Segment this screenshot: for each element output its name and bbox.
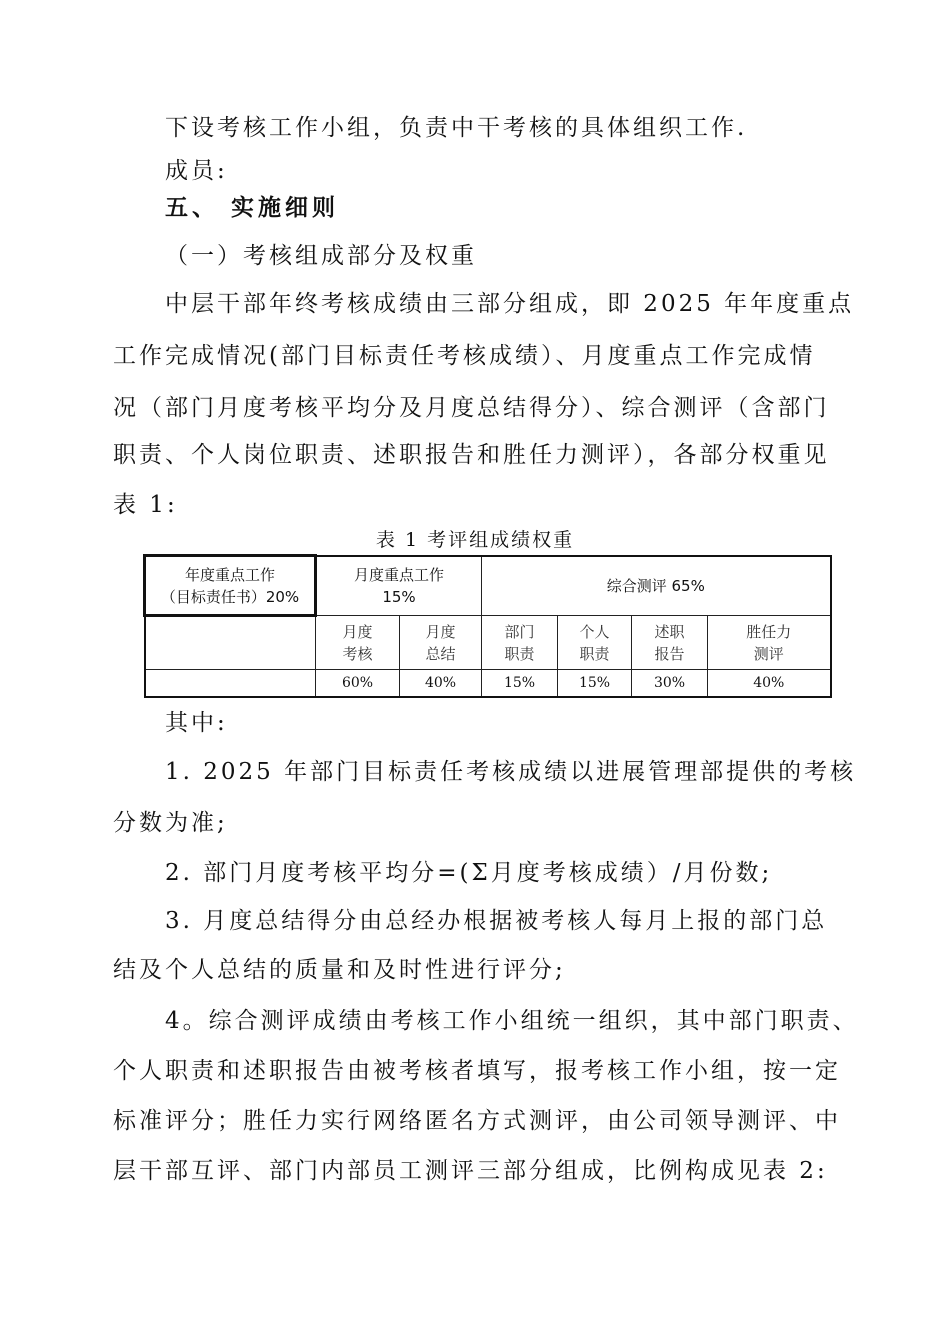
list-item-line: 个人职责和述职报告由被考核者填写，报考核工作小组，按一定 [113, 1058, 841, 1084]
header-monthly [316, 556, 482, 616]
weight-cell: 30% [632, 670, 708, 698]
list-item-line: 3. 月度总结得分由总经办根据被考核人每月上报的部门总 [165, 908, 828, 934]
table-cell-empty [145, 670, 316, 698]
cell-text: 职责 [579, 644, 610, 663]
header-annual-line1: 年度重点工作 [184, 565, 275, 584]
cell-text: 部门 [504, 622, 535, 641]
list-item-line: 结及个人总结的质量和及时性进行评分; [113, 957, 566, 983]
cell-text: 职责 [504, 644, 535, 663]
paragraph-line: 表 1: [113, 492, 178, 518]
weight-cell: 60% [316, 670, 400, 698]
paragraph-line: 下设考核工作小组，负责中干考核的具体组织工作. [165, 115, 748, 141]
table-cell-empty [145, 616, 316, 670]
weights-table [143, 554, 832, 698]
paragraph-line: 其中: [165, 710, 228, 736]
table-cell [558, 616, 632, 670]
list-item-line: 1. 2025 年部门目标责任考核成绩以进展管理部提供的考核 [165, 759, 857, 785]
cell-text: 月度 [425, 622, 456, 641]
header-annual [145, 556, 316, 616]
header-monthly-line2: 15% [382, 587, 416, 606]
list-item-line: 分数为准; [113, 810, 228, 836]
list-item-line: 4。综合测评成绩由考核工作小组统一组织，其中部门职责、 [165, 1008, 859, 1034]
list-item-line: 2. 部门月度考核平均分=(Σ月度考核成绩）/月份数; [165, 860, 773, 886]
table-cell [482, 616, 558, 670]
cell-text: 报告 [654, 644, 685, 663]
table-cell [632, 616, 708, 670]
cell-text: 月度 [342, 622, 373, 641]
table-cell [316, 616, 400, 670]
table-caption: 表 1 考评组成绩权重 [375, 529, 575, 551]
paragraph-line: 职责、个人岗位职责、述职报告和胜任力测评），各部分权重见 [113, 442, 830, 468]
list-item-line: 层干部互评、部门内部员工测评三部分组成，比例构成见表 2: [113, 1158, 828, 1184]
paragraph-line: 况（部门月度考核平均分及月度总结得分）、综合测评（含部门 [113, 395, 830, 421]
paragraph-line: 工作完成情况(部门目标责任考核成绩）、月度重点工作完成情 [113, 343, 816, 369]
header-monthly-line1: 月度重点工作 [354, 565, 445, 584]
section-heading: 五、 实施细则 [165, 195, 340, 221]
cell-text: 总结 [425, 644, 456, 663]
paragraph-line: 中层干部年终考核成绩由三部分组成，即 2025 年年度重点 [165, 291, 855, 317]
weight-cell: 15% [482, 670, 558, 698]
weight-cell: 15% [558, 670, 632, 698]
list-item-line: 标准评分；胜任力实行网络匿名方式测评，由公司领导测评、中 [113, 1108, 841, 1134]
header-comprehensive: 综合测评 65% [482, 556, 831, 616]
cell-text: 述职 [654, 622, 685, 641]
weight-cell: 40% [400, 670, 482, 698]
cell-text: 个人 [579, 622, 610, 641]
cell-text: 考核 [342, 644, 373, 663]
table-cell [708, 616, 831, 670]
cell-text: 胜任力 [746, 622, 792, 641]
paragraph-line: 成员: [165, 158, 228, 184]
header-annual-line2: （目标责任书）20% [160, 587, 300, 606]
cell-text: 测评 [753, 644, 784, 663]
weight-cell: 40% [708, 670, 831, 698]
subsection-heading: （一）考核组成部分及权重 [165, 243, 477, 269]
table-cell [400, 616, 482, 670]
